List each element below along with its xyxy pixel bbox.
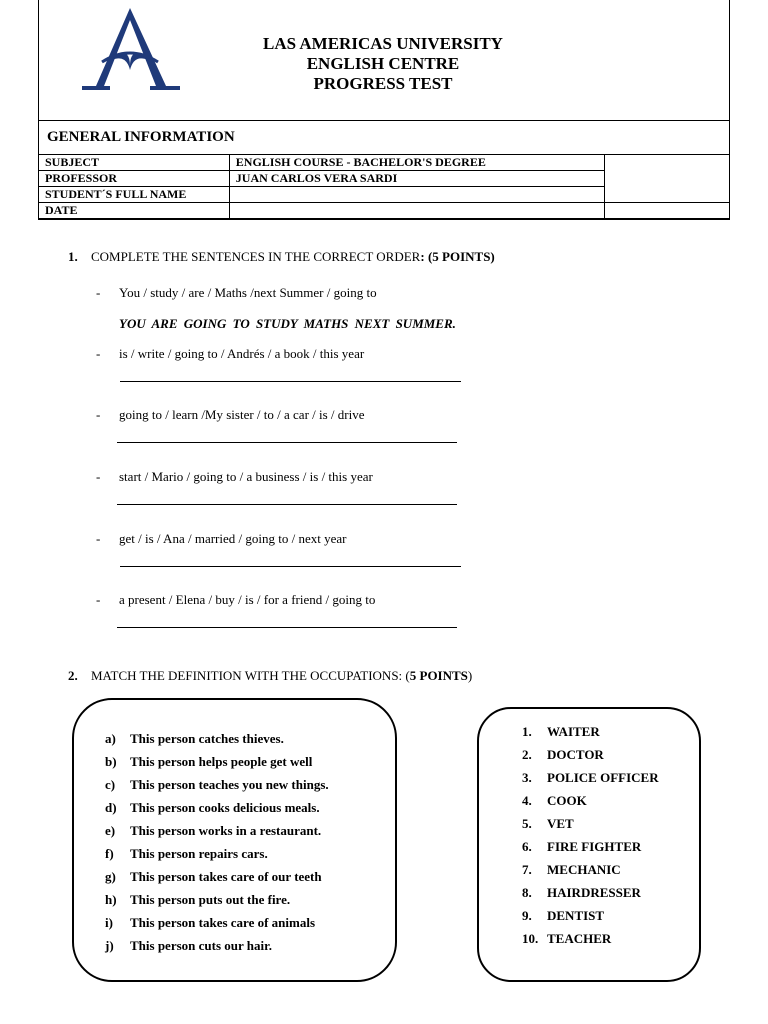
list-item — [105, 869, 322, 885]
occupation-text: TEACHER — [547, 931, 612, 946]
letter-a-with-book-logo — [76, 6, 184, 92]
list-item — [105, 892, 290, 908]
answer-line[interactable] — [120, 566, 461, 567]
answer-line[interactable] — [117, 442, 457, 443]
definition-text: This person teaches you new things. — [130, 777, 329, 792]
title-block — [230, 34, 536, 94]
section-1-heading — [68, 249, 495, 265]
dash: - — [96, 407, 101, 422]
item-letter: d) — [105, 800, 117, 815]
general-info-table — [38, 154, 730, 219]
occupation-text: MECHANIC — [547, 862, 621, 877]
general-info-title: GENERAL INFORMATION — [47, 129, 235, 145]
item-letter: e) — [105, 823, 116, 838]
answer-line[interactable] — [117, 504, 457, 505]
item-text: start / Mario / going to / a business / is / this year — [119, 469, 373, 484]
section-points: 5 POINTS — [409, 668, 468, 683]
occupation-text: FIRE FIGHTER — [547, 839, 642, 854]
centre-name: ENGLISH CENTRE — [306, 54, 460, 73]
definition-text: This person takes care of our teeth — [130, 869, 322, 884]
occupation-text: HAIRDRESSER — [547, 885, 641, 900]
definition-text: This person cooks delicious meals. — [130, 800, 320, 815]
definition-text: This person catches thieves. — [130, 731, 284, 746]
item-number: 4. — [522, 793, 532, 808]
list-item — [522, 724, 600, 740]
definition-text: This person takes care of animals — [130, 915, 316, 930]
item-letter: a) — [105, 731, 116, 746]
section-points: : (5 POINTS) — [420, 249, 495, 264]
section-title: COMPLETE THE SENTENCES IN THE CORRECT ORDER — [91, 249, 421, 264]
item-text: is / write / going to / Andrés / a book / this year — [119, 346, 365, 361]
definition-text: This person helps people get well — [130, 754, 313, 769]
student-name-label: STUDENT´S FULL NAME — [39, 187, 230, 203]
occupation-text: POLICE OFFICER — [547, 770, 659, 785]
list-item — [105, 915, 315, 931]
section-number: 2. — [68, 668, 78, 683]
dash: - — [96, 469, 101, 484]
example-item — [96, 285, 377, 301]
list-item — [105, 938, 272, 954]
item-number: 8. — [522, 885, 532, 900]
date-label: DATE — [39, 203, 230, 219]
list-item — [522, 885, 641, 901]
dash: - — [96, 285, 101, 300]
list-item — [522, 908, 604, 924]
occupation-text: VET — [547, 816, 574, 831]
item-number: 7. — [522, 862, 532, 877]
dash: - — [96, 592, 101, 607]
blank-cell — [605, 203, 730, 219]
list-item — [105, 754, 312, 770]
dash: - — [96, 346, 101, 361]
occupation-text: WAITER — [547, 724, 600, 739]
item-letter: b) — [105, 754, 117, 769]
university-name: LAS AMERICAS UNIVERSITY — [263, 34, 503, 53]
item-letter: c) — [105, 777, 116, 792]
item-number: 10. — [522, 931, 539, 946]
item-letter: i) — [105, 915, 113, 930]
list-item — [96, 531, 346, 547]
test-name: PROGRESS TEST — [313, 74, 453, 93]
occupation-text: DOCTOR — [547, 747, 604, 762]
list-item — [105, 731, 284, 747]
list-item — [522, 770, 659, 786]
table-row — [39, 155, 730, 171]
item-number: 9. — [522, 908, 532, 923]
item-letter: h) — [105, 892, 117, 907]
date-field[interactable] — [229, 203, 604, 219]
item-number: 6. — [522, 839, 532, 854]
item-text: get / is / Ana / married / going to / next year — [119, 531, 347, 546]
list-item — [96, 592, 375, 608]
example-answer: YOU ARE GOING TO STUDY MATHS NEXT SUMMER. — [119, 316, 456, 331]
list-item — [522, 793, 587, 809]
section-number: 1. — [68, 249, 78, 264]
section-close: ) — [467, 668, 473, 683]
list-item — [522, 931, 611, 947]
section-2-heading — [68, 668, 472, 684]
subject-label: SUBJECT — [39, 155, 230, 171]
item-letter: f) — [105, 846, 114, 861]
answer-line[interactable] — [120, 381, 461, 382]
occupation-text: COOK — [547, 793, 587, 808]
definition-text: This person works in a restaurant. — [130, 823, 322, 838]
item-number: 3. — [522, 770, 532, 785]
occupation-text: DENTIST — [547, 908, 605, 923]
blank-cell — [605, 155, 730, 203]
list-item — [522, 839, 641, 855]
item-text: going to / learn /My sister / to / a car / is / drive — [119, 407, 365, 422]
definition-text: This person puts out the fire. — [130, 892, 291, 907]
list-item — [522, 816, 574, 832]
list-item — [105, 823, 321, 839]
list-item — [96, 407, 365, 423]
list-item — [96, 469, 373, 485]
table-row — [39, 203, 730, 219]
example-text: You / study / are / Maths /next Summer / going to — [119, 285, 377, 300]
dash: - — [96, 531, 101, 546]
item-letter: j) — [105, 938, 114, 953]
answer-line[interactable] — [117, 627, 457, 628]
list-item — [522, 862, 621, 878]
item-number: 1. — [522, 724, 532, 739]
item-text: a present / Elena / buy / is / for a friend / going to — [119, 592, 376, 607]
list-item — [105, 777, 329, 793]
item-number: 5. — [522, 816, 532, 831]
definition-text: This person repairs cars. — [130, 846, 268, 861]
section-title: MATCH THE DEFINITION WITH THE OCCUPATIONS: ( — [91, 668, 410, 683]
definition-text: This person cuts our hair. — [130, 938, 272, 953]
list-item — [522, 747, 604, 763]
item-letter: g) — [105, 869, 116, 884]
professor-value: JUAN CARLOS VERA SARDI — [229, 171, 604, 187]
list-item — [105, 846, 268, 862]
list-item — [105, 800, 320, 816]
subject-value: ENGLISH COURSE - BACHELOR'S DEGREE — [229, 155, 604, 171]
professor-label: PROFESSOR — [39, 171, 230, 187]
list-item — [96, 346, 364, 362]
item-number: 2. — [522, 747, 532, 762]
student-name-field[interactable] — [229, 187, 604, 203]
